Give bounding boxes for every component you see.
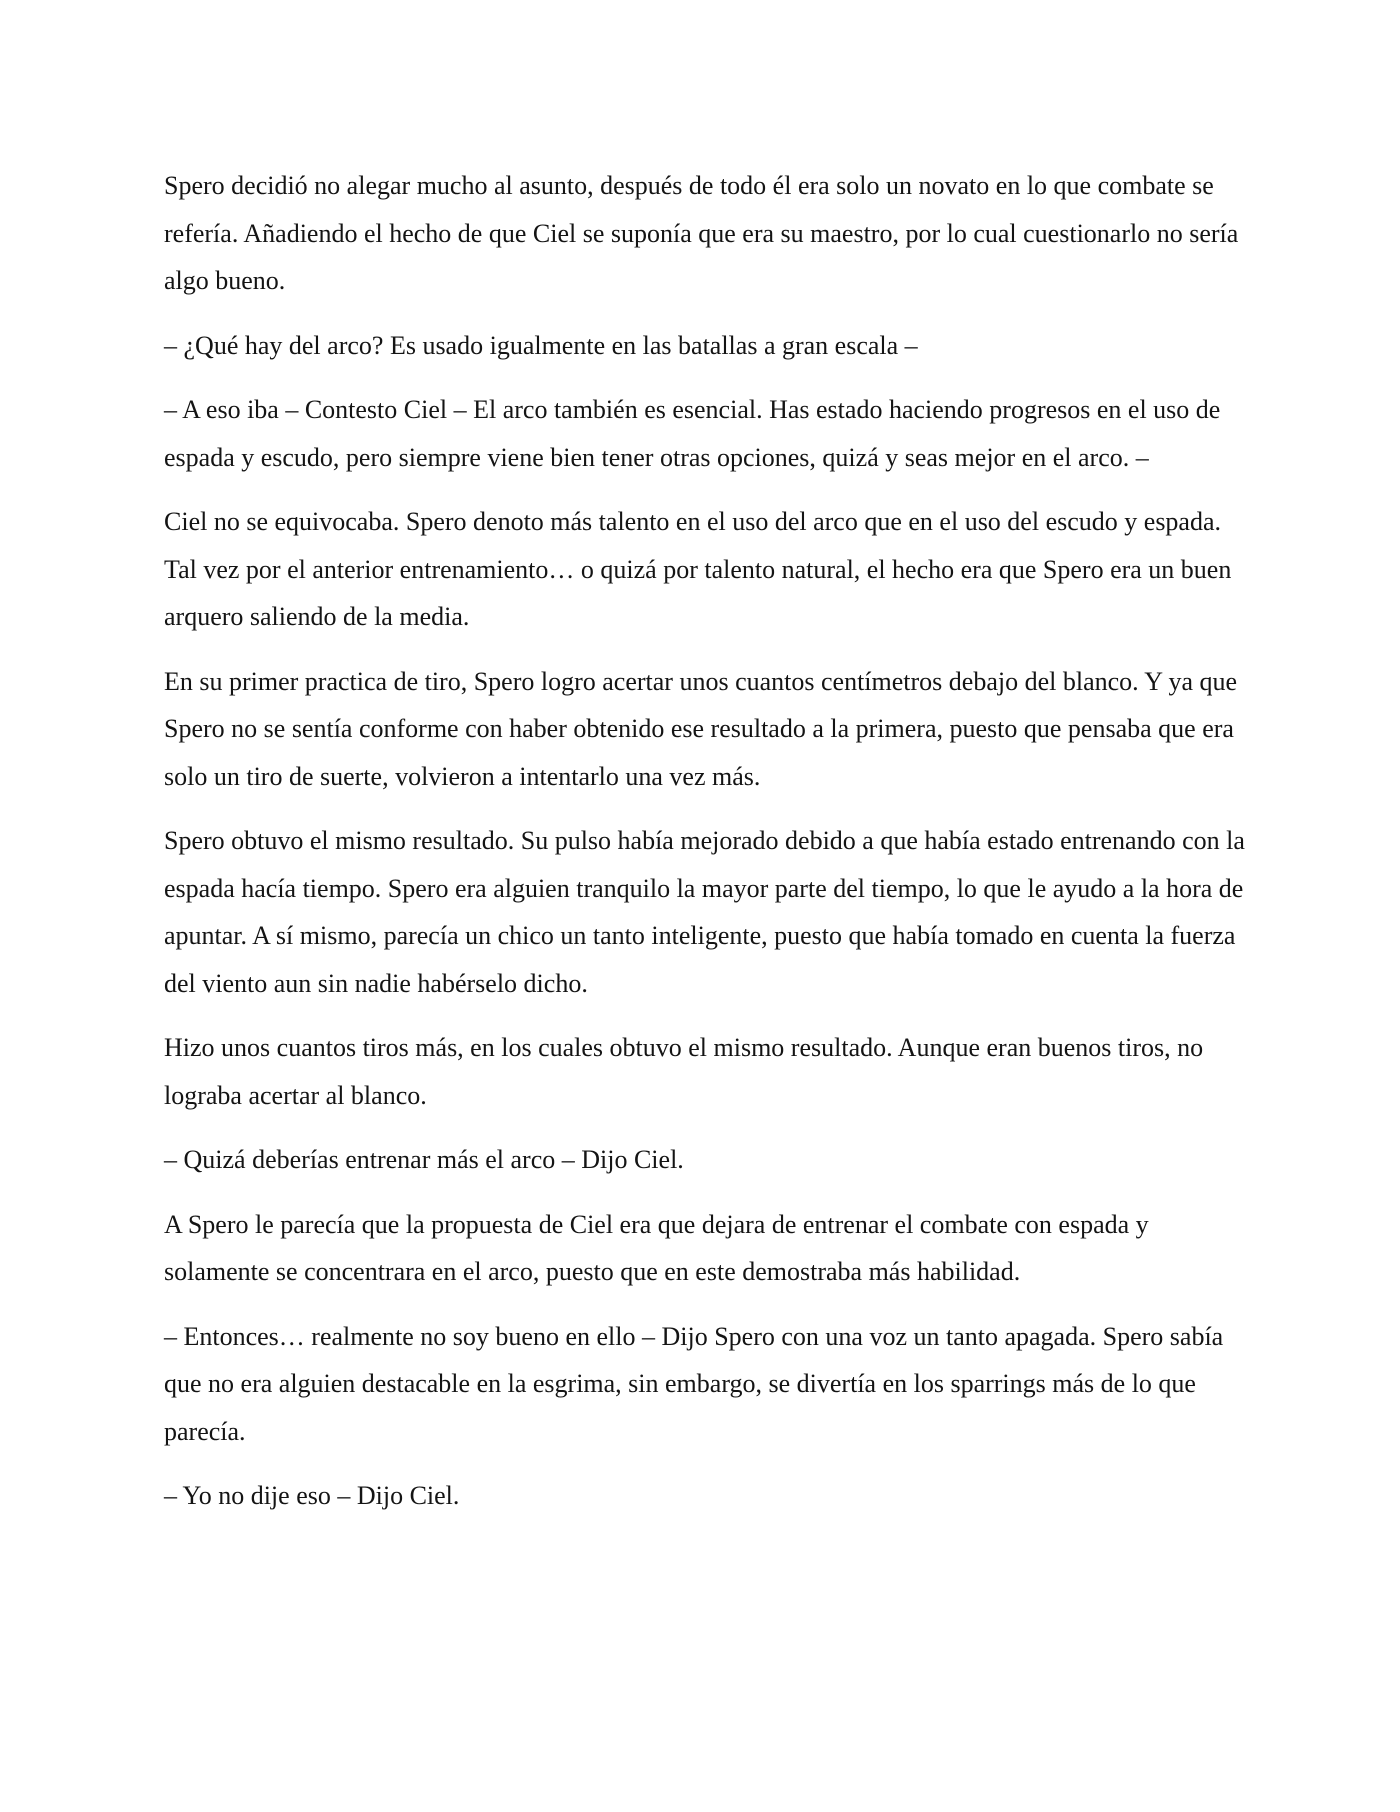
paragraph: Ciel no se equivocaba. Spero denoto más talento en el uso del arco que en el uso del escudo y espada. Tal vez por el anterior entrenamiento… o quizá por talento natural, el hecho era que Spero era un buen arquero saliendo de la media.	[164, 507, 1232, 631]
dialogue-line: – Quizá deberías entrenar más el arco – Dijo Ciel.	[164, 1145, 684, 1174]
body-text	[164, 162, 1246, 1537]
dialogue-line: – A eso iba – Contesto Ciel – El arco también es esencial. Has estado haciendo progresos en el uso de espada y escudo, pero siempre viene bien tener otras opciones, quizá y seas mejor en el arco. –	[164, 395, 1221, 472]
dialogue-line: – Entonces… realmente no soy bueno en ello – Dijo Spero con una voz un tanto apagada. Spero sabía que no era alguien destacable en la esgrima, sin embargo, se divertía en los sparrings más de lo que parecía.	[164, 1321, 1224, 1446]
paragraph: En su primer practica de tiro, Spero logro acertar unos cuantos centímetros debajo del blanco. Y ya que Spero no se sentía conforme con haber obtenido ese resultado a la primera, puesto que pensaba que era solo un tiro de suerte, volvieron a intentarlo una vez más.	[164, 666, 1238, 791]
paragraph: Spero decidió no alegar mucho al asunto, después de todo él era solo un novato en lo que combate se refería. Añadiendo el hecho de que Ciel se suponía que era su maestro, por lo cual cuestionarlo no sería algo bueno.	[164, 171, 1239, 295]
paragraph: Spero obtuvo el mismo resultado. Su pulso había mejorado debido a que había estado entrenando con la espada hacía tiempo. Spero era alguien tranquilo la mayor parte del tiempo, lo que le ayudo a la hora de apuntar. A sí mismo, parecía un chico un tanto inteligente, puesto que había tomado en cuenta la fuerza del viento aun sin nadie habérselo dicho.	[164, 826, 1245, 998]
paragraph: Hizo unos cuantos tiros más, en los cuales obtuvo el mismo resultado. Aunque eran buenos tiros, no lograba acertar al blanco.	[164, 1033, 1204, 1110]
dialogue-line: – Yo no dije eso – Dijo Ciel.	[164, 1481, 460, 1510]
dialogue-line: – ¿Qué hay del arco? Es usado igualmente en las batallas a gran escala –	[164, 330, 918, 360]
paragraph: A Spero le parecía que la propuesta de Ciel era que dejara de entrenar el combate con espada y solamente se concentrara en el arco, puesto que en este demostraba más habilidad.	[164, 1209, 1149, 1286]
